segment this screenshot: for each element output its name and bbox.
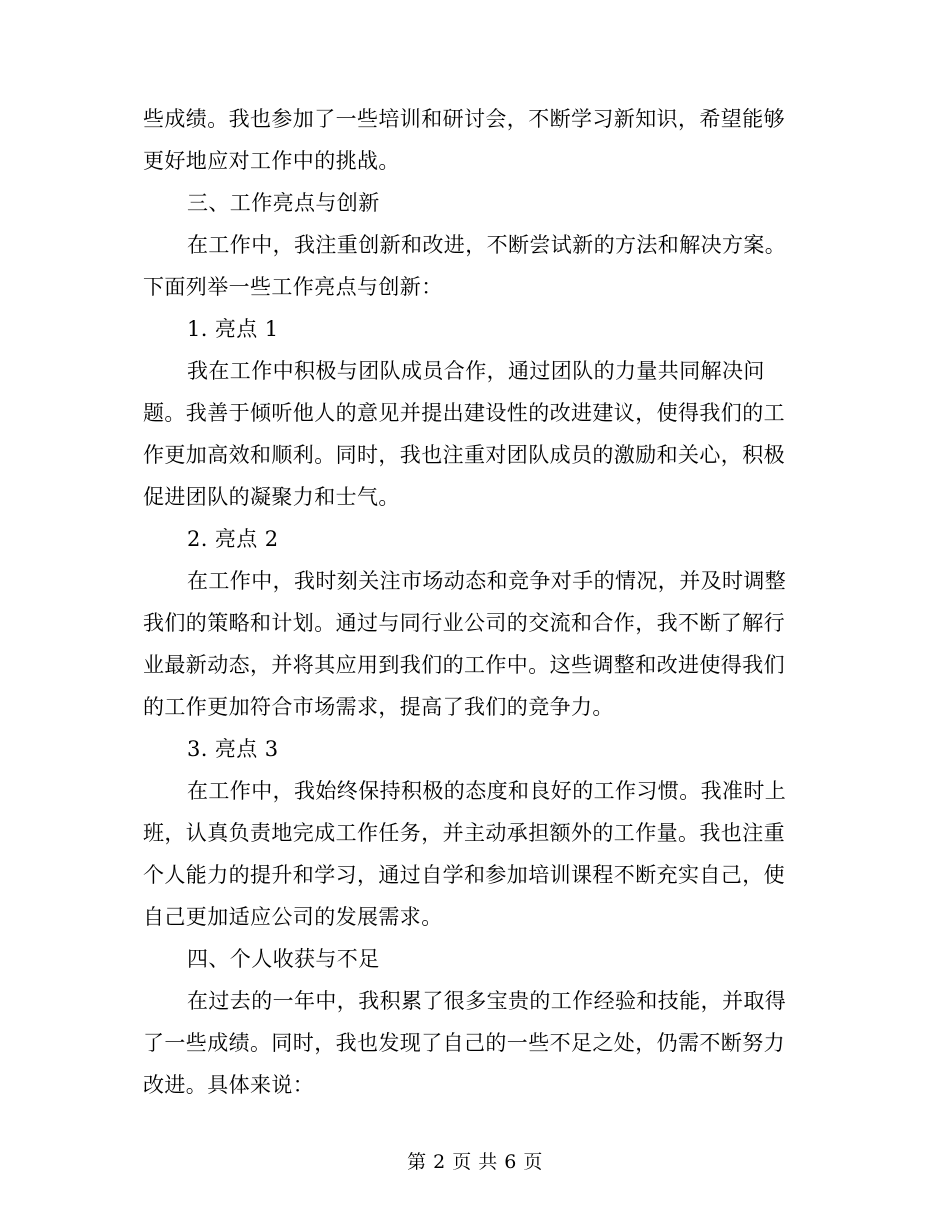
text-line: 班，认真负责地完成工作任务，并主动承担额外的工作量。我也注重 xyxy=(143,821,785,845)
text-line: 我在工作中积极与团队成员合作，通过团队的力量共同解决问 xyxy=(187,359,765,383)
text-line: 3. 亮点 3 xyxy=(187,737,279,761)
paragraph xyxy=(143,980,807,1106)
section-heading xyxy=(143,938,807,980)
document-body xyxy=(143,98,807,1106)
text-line: 更好地应对工作中的挑战。 xyxy=(143,149,400,173)
text-line: 改进。具体来说： xyxy=(143,1073,315,1097)
text-line: 四、个人收获与不足 xyxy=(187,947,380,971)
text-line: 1. 亮点 1 xyxy=(187,317,279,341)
text-line: 2. 亮点 2 xyxy=(187,527,279,551)
highlight-heading xyxy=(143,518,807,560)
text-line: 的工作更加符合市场需求，提高了我们的竞争力。 xyxy=(143,695,614,719)
text-line: 在工作中，我时刻关注市场动态和竞争对手的情况，并及时调整 xyxy=(187,569,787,593)
highlight-heading xyxy=(143,728,807,770)
text-line: 我们的策略和计划。通过与同行业公司的交流和合作，我不断了解行 xyxy=(143,611,785,635)
text-line: 在工作中，我注重创新和改进，不断尝试新的方法和解决方案。 xyxy=(187,233,787,257)
text-line: 在过去的一年中，我积累了很多宝贵的工作经验和技能，并取得 xyxy=(187,989,787,1013)
text-line: 促进团队的凝聚力和士气。 xyxy=(143,485,400,509)
text-line: 个人能力的提升和学习，通过自学和参加培训课程不断充实自己，使 xyxy=(143,863,785,887)
text-line: 题。我善于倾听他人的意见并提出建设性的改进建议，使得我们的工 xyxy=(143,401,785,425)
paragraph xyxy=(143,560,807,728)
text-line: 三、工作亮点与创新 xyxy=(187,191,380,215)
paragraph xyxy=(143,98,807,182)
section-heading xyxy=(143,182,807,224)
text-line: 作更加高效和顺利。同时，我也注重对团队成员的激励和关心，积极 xyxy=(143,443,785,467)
paragraph xyxy=(143,350,807,518)
text-line: 下面列举一些工作亮点与创新： xyxy=(143,275,443,299)
text-line: 在工作中，我始终保持积极的态度和良好的工作习惯。我准时上 xyxy=(187,779,787,803)
text-line: 了一些成绩。同时，我也发现了自己的一些不足之处，仍需不断努力 xyxy=(143,1031,785,1055)
page-number: 第 2 页 共 6 页 xyxy=(407,1151,543,1173)
text-line: 些成绩。我也参加了一些培训和研讨会，不断学习新知识，希望能够 xyxy=(143,107,785,131)
paragraph xyxy=(143,224,807,308)
highlight-heading xyxy=(143,308,807,350)
text-line: 业最新动态，并将其应用到我们的工作中。这些调整和改进使得我们 xyxy=(143,653,785,677)
text-line: 自己更加适应公司的发展需求。 xyxy=(143,905,443,929)
paragraph xyxy=(143,770,807,938)
